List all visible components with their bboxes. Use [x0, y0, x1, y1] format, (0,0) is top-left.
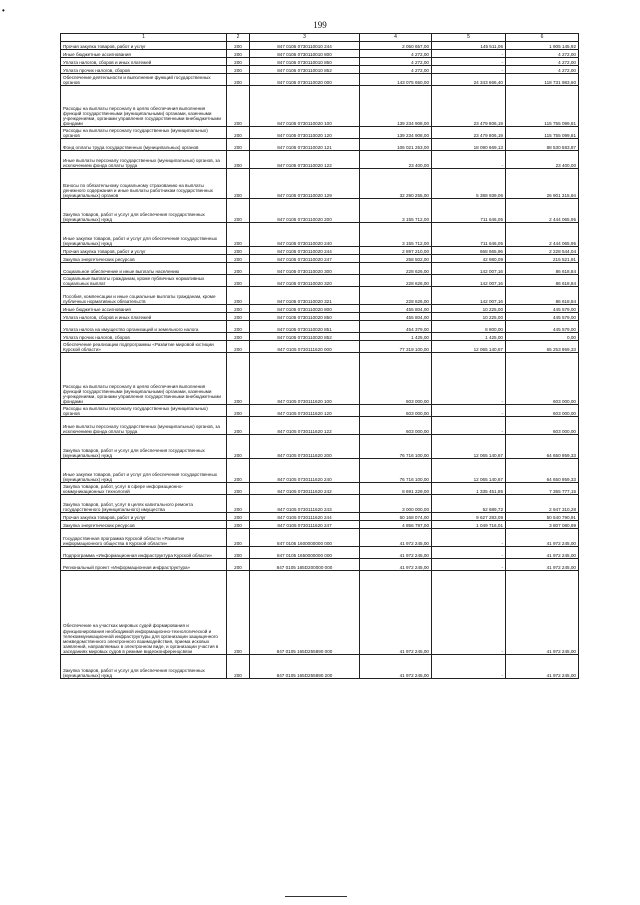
row-line-code: 200 — [227, 139, 250, 151]
row-approved: 41 972 245,00 — [360, 559, 432, 571]
row-executed: 12 065 140,67 — [432, 435, 506, 459]
row-approved: 228 626,00 — [360, 275, 432, 287]
row-budget-code: 847 0105 0730110020 852 — [250, 333, 360, 341]
row-executed: 1 425,00 — [432, 333, 506, 341]
row-remaining: 41 972 245,00 — [506, 529, 579, 547]
row-remaining: 1 905 145,92 — [506, 42, 579, 50]
row-budget-code: 847 0105 165D255890 200 — [250, 655, 360, 679]
row-remaining: 86 618,84 — [506, 275, 579, 287]
row-remaining: 3 807 080,99 — [506, 521, 579, 529]
row-budget-code: 847 0105 0730111620 240 — [250, 459, 360, 483]
row-budget-code: 847 0105 0730111620 242 — [250, 483, 360, 495]
row-approved: 8 691 229,00 — [360, 483, 432, 495]
table-row — [61, 417, 579, 435]
row-executed: 142 007,16 — [432, 287, 506, 305]
row-remaining: 603 000,00 — [506, 353, 579, 405]
row-line-code: 200 — [227, 199, 250, 223]
row-line-code: 200 — [227, 247, 250, 255]
row-budget-code: 847 0105 0730111620 000 — [250, 341, 360, 353]
row-name: Социальное обеспечение и иные выплаты населению — [61, 263, 227, 275]
row-line-code: 200 — [227, 321, 250, 333]
row-executed: 24 343 666,40 — [432, 74, 506, 86]
row-approved: 603 000,00 — [360, 353, 432, 405]
row-approved: 2 897 210,00 — [360, 247, 432, 255]
row-line-code: 200 — [227, 50, 250, 58]
row-budget-code: 847 0105 0730110010 850 — [250, 58, 360, 66]
row-line-code: 200 — [227, 417, 250, 435]
table-row — [61, 50, 579, 58]
row-line-code: 200 — [227, 42, 250, 50]
row-line-code: 200 — [227, 169, 250, 199]
row-executed: 18 090 669,13 — [432, 139, 506, 151]
row-line-code: 200 — [227, 459, 250, 483]
table-row — [61, 169, 579, 199]
margin-mark: • — [2, 6, 5, 15]
table-row — [61, 341, 579, 353]
row-name: Прочая закупка товаров, работ и услуг — [61, 247, 227, 255]
row-budget-code: 847 0105 0730110020 120 — [250, 127, 360, 139]
row-remaining: 88 530 583,87 — [506, 139, 579, 151]
row-budget-code: 847 0105 0730111620 244 — [250, 513, 360, 521]
row-approved: 228 626,00 — [360, 263, 432, 275]
row-line-code: 200 — [227, 529, 250, 547]
row-budget-code: 847 0105 0730110020 321 — [250, 287, 360, 305]
row-name: Взносы по обязательному социальному страхованию на выплаты денежного содержания и иные выплаты работникам государственных (муниципальных) органов — [61, 169, 227, 199]
row-remaining: 50 540 790,91 — [506, 513, 579, 521]
budget-table — [60, 33, 579, 679]
row-budget-code: 847 0105 0730111620 120 — [250, 405, 360, 417]
row-line-code: 200 — [227, 255, 250, 263]
row-name: Социальные выплаты гражданам, кроме публичных нормативных социальных выплат — [61, 275, 227, 287]
row-remaining: 2 444 065,95 — [506, 223, 579, 247]
row-name: Закупка товаров, работ, услуг в сфере информационно-коммуникационных технологий — [61, 483, 227, 495]
row-executed: - — [432, 655, 506, 679]
row-executed: - — [432, 559, 506, 571]
page-number: 199 — [313, 20, 327, 30]
row-name: Уплата прочих налогов, сборов — [61, 66, 227, 74]
row-executed: - — [432, 529, 506, 547]
row-remaining: 445 579,00 — [506, 313, 579, 321]
table-row — [61, 255, 579, 263]
row-name: Государственная программа Курской области «Развитие информационного общества в Курской области» — [61, 529, 227, 547]
row-executed: 8 800,00 — [432, 321, 506, 333]
row-budget-code: 847 0105 0730110010 800 — [250, 50, 360, 58]
row-name: Расходы на выплаты персоналу в целях обеспечения выполнения функций государственными (муниципальными) органами, казенными учреждениями, органами управления государственными внебюджетными фондами — [61, 86, 227, 127]
row-executed: 711 646,05 — [432, 199, 506, 223]
row-name: Обеспечение на участках мировых судей формирования и функционирования необходимой информационно-технологической и телекоммуникационной инфраструктуры для организации защищенного межведомственного электронного взаимодействия, приема исковых заявлений, направляемых в электронном виде, и организации участия в заседаниях мировых судов в режиме видеоконференцсвязи — [61, 571, 227, 655]
row-budget-code: 847 0105 0730110020 850 — [250, 313, 360, 321]
row-budget-code: 847 0105 0730111620 247 — [250, 521, 360, 529]
row-name: Иные бюджетные ассигнования — [61, 50, 227, 58]
row-line-code: 200 — [227, 305, 250, 313]
table-row — [61, 74, 579, 86]
row-budget-code: 847 0105 165D255890 000 — [250, 571, 360, 655]
table-row — [61, 495, 579, 513]
row-approved: 32 290 255,00 — [360, 169, 432, 199]
row-approved: 41 972 245,00 — [360, 655, 432, 679]
row-name: Подпрограмма «Информационная инфраструктура Курской области» — [61, 547, 227, 559]
row-approved: 1 425,00 — [360, 333, 432, 341]
row-executed: 52 689,72 — [432, 495, 506, 513]
row-line-code: 200 — [227, 275, 250, 287]
row-name: Прочая закупка товаров, работ и услуг — [61, 513, 227, 521]
row-executed: - — [432, 547, 506, 559]
row-approved: 603 000,00 — [360, 405, 432, 417]
row-approved: 3 155 712,00 — [360, 199, 432, 223]
row-approved: 41 972 245,00 — [360, 529, 432, 547]
row-name: Закупка энергетических ресурсов — [61, 521, 227, 529]
row-budget-code: 847 0105 0730110020 247 — [250, 255, 360, 263]
row-line-code: 200 — [227, 405, 250, 417]
row-budget-code: 847 0105 0730110020 200 — [250, 199, 360, 223]
row-line-code: 200 — [227, 495, 250, 513]
row-executed: 23 479 806,19 — [432, 127, 506, 139]
row-line-code: 200 — [227, 151, 250, 169]
row-budget-code: 847 0105 0730110010 852 — [250, 66, 360, 74]
row-remaining: 603 000,00 — [506, 417, 579, 435]
row-executed: 42 980,09 — [432, 255, 506, 263]
row-budget-code: 847 0105 0730110010 244 — [250, 42, 360, 50]
footer-rule — [285, 896, 347, 897]
row-name: Региональный проект «Информационная инфраструктура» — [61, 559, 227, 571]
row-line-code: 200 — [227, 559, 250, 571]
row-approved: 60 168 074,00 — [360, 513, 432, 521]
row-budget-code: 847 0105 0730110020 122 — [250, 151, 360, 169]
row-remaining: 215 521,91 — [506, 255, 579, 263]
row-executed: - — [432, 58, 506, 66]
row-remaining: 445 579,00 — [506, 321, 579, 333]
table-row — [61, 42, 579, 50]
row-name: Уплата налогов, сборов и иных платежей — [61, 313, 227, 321]
row-name: Расходы на выплаты персоналу в целях обеспечения выполнения функций государственными (муниципальными) органами, казенными учреждениями, органами управления государственными внебюджетными фондами — [61, 353, 227, 405]
row-line-code: 200 — [227, 547, 250, 559]
row-approved: 258 502,00 — [360, 255, 432, 263]
row-name: Иные закупки товаров, работ и услуг для обеспечения государственных (муниципальных) нужд — [61, 223, 227, 247]
table-row — [61, 405, 579, 417]
row-approved: 3 155 712,00 — [360, 223, 432, 247]
column-header: 2 — [227, 34, 250, 42]
row-executed: 9 627 283,09 — [432, 513, 506, 521]
row-approved: 76 716 100,00 — [360, 459, 432, 483]
row-line-code: 200 — [227, 287, 250, 305]
row-line-code: 200 — [227, 313, 250, 321]
row-name: Закупка товаров, работ, услуг в целях капитального ремонта государственного (муниципального) имущества — [61, 495, 227, 513]
row-budget-code: 847 0105 0730110020 851 — [250, 321, 360, 333]
row-remaining: 603 000,00 — [506, 405, 579, 417]
column-header: 4 — [360, 34, 432, 42]
table-row — [61, 459, 579, 483]
row-executed: 5 388 939,06 — [432, 169, 506, 199]
row-line-code: 200 — [227, 263, 250, 275]
row-approved: 41 972 245,00 — [360, 547, 432, 559]
table-row — [61, 321, 579, 333]
row-approved: 4 272,00 — [360, 50, 432, 58]
row-remaining: 86 618,84 — [506, 263, 579, 275]
table-row — [61, 529, 579, 547]
row-budget-code: 847 0105 0730111620 243 — [250, 495, 360, 513]
table-row — [61, 513, 579, 521]
row-executed: 12 065 140,67 — [432, 459, 506, 483]
row-line-code: 200 — [227, 521, 250, 529]
row-line-code: 200 — [227, 655, 250, 679]
row-executed: 142 007,16 — [432, 263, 506, 275]
row-line-code: 200 — [227, 127, 250, 139]
row-executed: - — [432, 417, 506, 435]
row-executed: 668 665,96 — [432, 247, 506, 255]
row-remaining: 115 755 099,81 — [506, 86, 579, 127]
table-row — [61, 275, 579, 287]
row-budget-code: 847 0105 0730110020 100 — [250, 86, 360, 127]
row-budget-code: 847 0105 0730110020 300 — [250, 263, 360, 275]
row-budget-code: 847 0105 0730111620 122 — [250, 417, 360, 435]
row-executed: - — [432, 151, 506, 169]
table-header-row — [61, 34, 579, 42]
row-budget-code: 847 0105 165D200000 000 — [250, 559, 360, 571]
row-line-code: 200 — [227, 513, 250, 521]
row-line-code: 200 — [227, 483, 250, 495]
table-row — [61, 58, 579, 66]
row-name: Уплата налогов, сборов и иных платежей — [61, 58, 227, 66]
row-budget-code: 847 0105 1600000000 000 — [250, 529, 360, 547]
table-row — [61, 547, 579, 559]
row-name: Обеспечение реализации подпрограммы «Развитие мировой юстиции Курской области» — [61, 341, 227, 353]
row-approved: 139 234 908,00 — [360, 86, 432, 127]
table-row — [61, 353, 579, 405]
table-row — [61, 571, 579, 655]
row-executed: - — [432, 353, 506, 405]
row-line-code: 200 — [227, 66, 250, 74]
row-budget-code: 847 0105 0730110020 320 — [250, 275, 360, 287]
row-name: Иные выплаты персоналу государственных (муниципальных) органов, за исключением фонда оплаты труда — [61, 151, 227, 169]
row-name: Закупка товаров, работ и услуг для обеспечения государственных (муниципальных) нужд — [61, 199, 227, 223]
row-remaining: 445 579,00 — [506, 305, 579, 313]
table-row — [61, 66, 579, 74]
row-remaining: 64 650 959,33 — [506, 435, 579, 459]
table-row — [61, 127, 579, 139]
row-approved: 106 021 253,00 — [360, 139, 432, 151]
table-row — [61, 199, 579, 223]
row-line-code: 200 — [227, 86, 250, 127]
row-approved: 23 400,00 — [360, 151, 432, 169]
row-line-code: 200 — [227, 341, 250, 353]
row-line-code: 200 — [227, 571, 250, 655]
row-approved: 77 319 100,00 — [360, 341, 432, 353]
row-remaining: 4 272,00 — [506, 66, 579, 74]
row-remaining: 64 650 959,33 — [506, 459, 579, 483]
row-name: Уплата налога на имущество организаций и земельного налога — [61, 321, 227, 333]
table-row — [61, 287, 579, 305]
row-name: Фонд оплаты труда государственных (муниципальных) органов — [61, 139, 227, 151]
table-row — [61, 559, 579, 571]
row-name: Пособия, компенсации и иные социальные выплаты гражданам, кроме публичных нормативных обязательств — [61, 287, 227, 305]
table-row — [61, 333, 579, 341]
row-approved: 455 804,00 — [360, 313, 432, 321]
row-name: Обеспечение деятельности и выполнение функций государственных органов — [61, 74, 227, 86]
row-line-code: 200 — [227, 223, 250, 247]
table-row — [61, 655, 579, 679]
row-name: Закупка товаров, работ и услуг для обеспечения государственных (муниципальных) нужд — [61, 435, 227, 459]
row-approved: 3 000 000,00 — [360, 495, 432, 513]
table-row — [61, 521, 579, 529]
row-approved: 2 050 657,00 — [360, 42, 432, 50]
row-budget-code: 847 0105 0730110020 244 — [250, 247, 360, 255]
row-executed: - — [432, 50, 506, 58]
row-name: Расходы на выплаты персоналу государственных (муниципальных) органов — [61, 405, 227, 417]
row-executed: - — [432, 66, 506, 74]
table-row — [61, 305, 579, 313]
column-header: 3 — [250, 34, 360, 42]
row-line-code: 200 — [227, 74, 250, 86]
row-name: Иные закупки товаров, работ и услуг для обеспечения государственных (муниципальных) нужд — [61, 459, 227, 483]
row-remaining: 2 228 544,04 — [506, 247, 579, 255]
table-row — [61, 223, 579, 247]
row-approved: 41 972 245,00 — [360, 571, 432, 655]
row-executed: 10 225,00 — [432, 313, 506, 321]
row-name: Закупка энергетических ресурсов — [61, 255, 227, 263]
table-row — [61, 86, 579, 127]
row-budget-code: 847 0105 0730110020 800 — [250, 305, 360, 313]
column-header: 6 — [506, 34, 579, 42]
row-name: Иные выплаты персоналу государственных (муниципальных) органов, за исключением фонда оплаты труда — [61, 417, 227, 435]
row-name: Прочая закупка товаров, работ и услуг — [61, 42, 227, 50]
table-row — [61, 313, 579, 321]
row-remaining: 41 972 245,00 — [506, 559, 579, 571]
row-executed: - — [432, 405, 506, 417]
row-approved: 4 272,00 — [360, 58, 432, 66]
row-budget-code: 847 0105 0730110020 240 — [250, 223, 360, 247]
row-name: Уплата прочих налогов, сборов — [61, 333, 227, 341]
row-executed: - — [432, 571, 506, 655]
row-name: Расходы на выплаты персоналу государственных (муниципальных) органов — [61, 127, 227, 139]
row-budget-code: 847 0105 0730110020 129 — [250, 169, 360, 199]
table-row — [61, 263, 579, 275]
row-approved: 228 626,00 — [360, 287, 432, 305]
row-remaining: 4 272,00 — [506, 58, 579, 66]
row-executed: 10 225,00 — [432, 305, 506, 313]
row-budget-code: 847 0105 0730111620 200 — [250, 435, 360, 459]
row-remaining: 23 400,00 — [506, 151, 579, 169]
row-approved: 143 075 650,00 — [360, 74, 432, 86]
row-budget-code: 847 0105 1650000000 000 — [250, 547, 360, 559]
row-executed: 711 646,05 — [432, 223, 506, 247]
row-approved: 4 856 797,00 — [360, 521, 432, 529]
table-row — [61, 151, 579, 169]
row-remaining: 41 972 245,00 — [506, 571, 579, 655]
row-approved: 4 272,00 — [360, 66, 432, 74]
row-executed: 142 007,16 — [432, 275, 506, 287]
table-row — [61, 139, 579, 151]
row-remaining: 0,00 — [506, 333, 579, 341]
row-remaining: 2 947 310,28 — [506, 495, 579, 513]
row-executed: 12 065 140,67 — [432, 341, 506, 353]
row-remaining: 41 972 245,00 — [506, 547, 579, 559]
column-header: 5 — [432, 34, 506, 42]
row-remaining: 86 618,84 — [506, 287, 579, 305]
row-line-code: 200 — [227, 435, 250, 459]
row-remaining: 26 901 315,94 — [506, 169, 579, 199]
column-header: 1 — [61, 34, 227, 42]
row-approved: 455 804,00 — [360, 305, 432, 313]
row-budget-code: 847 0105 0730111620 100 — [250, 353, 360, 405]
row-approved: 603 000,00 — [360, 417, 432, 435]
row-approved: 454 379,00 — [360, 321, 432, 333]
table-row — [61, 483, 579, 495]
row-budget-code: 847 0105 0730110020 000 — [250, 74, 360, 86]
table-row — [61, 435, 579, 459]
row-remaining: 7 355 777,15 — [506, 483, 579, 495]
row-line-code: 200 — [227, 353, 250, 405]
row-remaining: 41 972 245,00 — [506, 655, 579, 679]
row-executed: 1 335 451,85 — [432, 483, 506, 495]
row-line-code: 200 — [227, 58, 250, 66]
row-approved: 76 716 100,00 — [360, 435, 432, 459]
row-budget-code: 847 0105 0730110020 121 — [250, 139, 360, 151]
row-executed: 145 511,06 — [432, 42, 506, 50]
row-approved: 139 234 908,00 — [360, 127, 432, 139]
row-name: Закупка товаров, работ и услуг для обеспечения государственных (муниципальных) нужд — [61, 655, 227, 679]
row-remaining: 118 731 983,60 — [506, 74, 579, 86]
row-name: Иные бюджетные ассигнования — [61, 305, 227, 313]
row-remaining: 2 444 065,95 — [506, 199, 579, 223]
row-remaining: 4 272,00 — [506, 50, 579, 58]
table-row — [61, 247, 579, 255]
row-executed: 23 479 806,19 — [432, 86, 506, 127]
table-body — [61, 42, 579, 679]
row-remaining: 65 253 959,33 — [506, 341, 579, 353]
row-line-code: 200 — [227, 333, 250, 341]
row-executed: 1 049 716,01 — [432, 521, 506, 529]
row-remaining: 115 755 099,81 — [506, 127, 579, 139]
